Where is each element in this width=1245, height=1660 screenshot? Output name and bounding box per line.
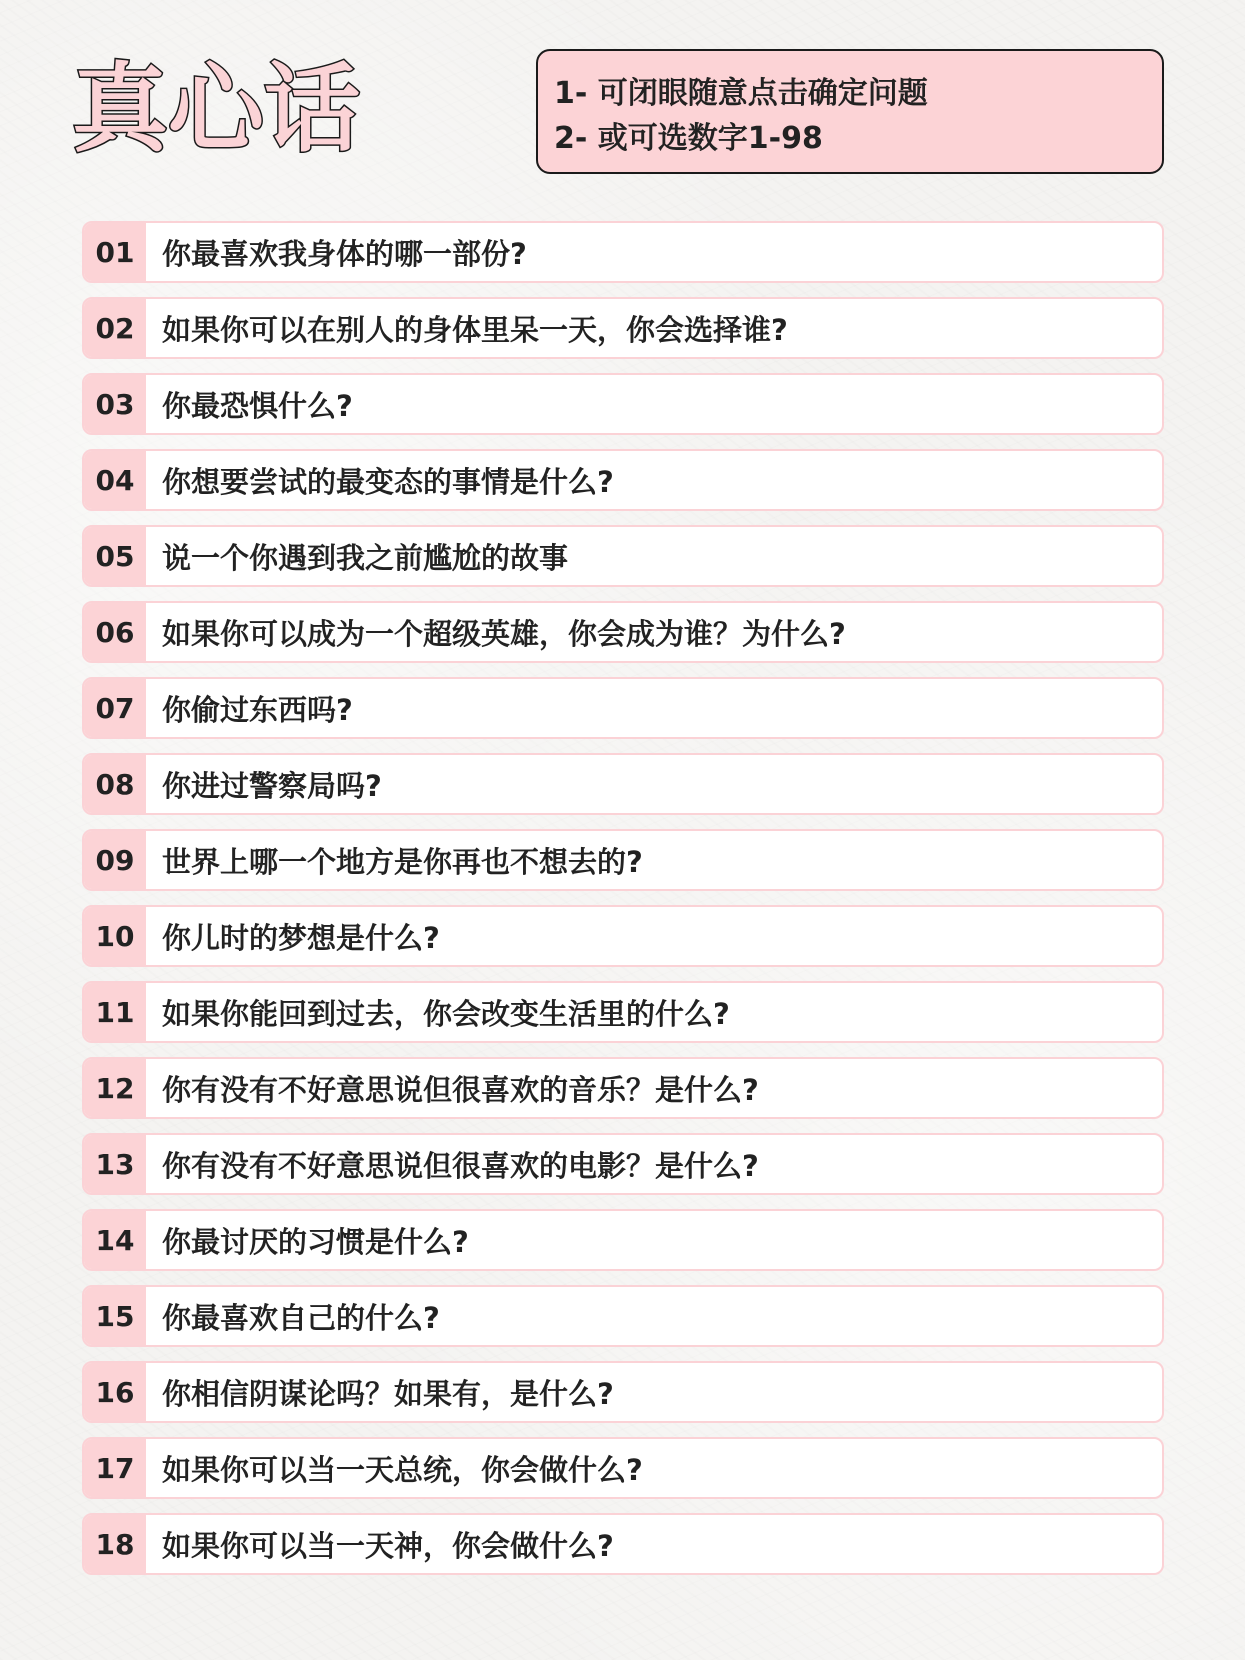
question-number: 03 xyxy=(84,375,146,433)
question-item[interactable] xyxy=(82,829,1164,891)
question-item[interactable] xyxy=(82,1361,1164,1423)
question-text: 如果你可以在别人的身体里呆一天，你会选择谁? xyxy=(162,312,788,347)
question-item[interactable] xyxy=(82,601,1164,663)
question-number: 11 xyxy=(84,983,146,1041)
question-text: 你有没有不好意思说但很喜欢的音乐？是什么? xyxy=(162,1072,759,1107)
question-item[interactable] xyxy=(82,753,1164,815)
question-number: 17 xyxy=(84,1439,146,1497)
question-number: 14 xyxy=(84,1211,146,1269)
question-text: 世界上哪一个地方是你再也不想去的? xyxy=(162,844,643,879)
question-number: 12 xyxy=(84,1059,146,1117)
question-number: 10 xyxy=(84,907,146,965)
instruction-line-1: 1- 可闭眼随意点击确定问题 xyxy=(554,76,928,111)
question-text: 你儿时的梦想是什么? xyxy=(162,920,440,955)
question-number: 04 xyxy=(84,451,146,509)
question-item[interactable] xyxy=(82,981,1164,1043)
question-number: 16 xyxy=(84,1363,146,1421)
question-item[interactable] xyxy=(82,297,1164,359)
page-title-text: 真心话 xyxy=(72,53,360,165)
instruction-line-2: 2- 或可选数字1-98 xyxy=(554,121,823,156)
question-item[interactable] xyxy=(82,1133,1164,1195)
question-text: 你相信阴谋论吗？如果有，是什么? xyxy=(162,1376,614,1411)
question-item[interactable] xyxy=(82,905,1164,967)
page-title-graphic xyxy=(72,52,372,165)
question-text: 你最讨厌的习惯是什么? xyxy=(162,1224,469,1259)
question-number: 05 xyxy=(84,527,146,585)
question-number: 08 xyxy=(84,755,146,813)
page-title xyxy=(72,52,372,165)
question-number: 06 xyxy=(84,603,146,661)
question-item[interactable] xyxy=(82,1057,1164,1119)
question-item[interactable] xyxy=(82,1285,1164,1347)
question-item[interactable] xyxy=(82,1513,1164,1575)
question-number: 13 xyxy=(84,1135,146,1193)
instructions-box xyxy=(536,49,1164,174)
question-item[interactable] xyxy=(82,1437,1164,1499)
question-text: 如果你可以当一天总统，你会做什么? xyxy=(162,1452,643,1487)
question-item[interactable] xyxy=(82,373,1164,435)
question-text: 你最恐惧什么? xyxy=(162,388,353,423)
question-text: 如果你可以成为一个超级英雄，你会成为谁？为什么? xyxy=(162,616,846,651)
question-text: 你最喜欢我身体的哪一部份? xyxy=(162,236,527,271)
question-item[interactable] xyxy=(82,1209,1164,1271)
question-text: 你偷过东西吗? xyxy=(162,692,353,727)
question-text: 你进过警察局吗? xyxy=(162,768,382,803)
question-number: 15 xyxy=(84,1287,146,1345)
question-text: 如果你能回到过去，你会改变生活里的什么? xyxy=(162,996,730,1031)
question-list xyxy=(82,221,1164,1589)
question-item[interactable] xyxy=(82,449,1164,511)
question-text: 你想要尝试的最变态的事情是什么? xyxy=(162,464,614,499)
question-number: 07 xyxy=(84,679,146,737)
question-text: 你有没有不好意思说但很喜欢的电影？是什么? xyxy=(162,1148,759,1183)
question-number: 18 xyxy=(84,1515,146,1573)
question-text: 说一个你遇到我之前尴尬的故事 xyxy=(162,540,569,575)
question-text: 如果你可以当一天神，你会做什么? xyxy=(162,1528,614,1563)
question-text: 你最喜欢自己的什么? xyxy=(162,1300,440,1335)
question-item[interactable] xyxy=(82,221,1164,283)
question-number: 02 xyxy=(84,299,146,357)
question-number: 01 xyxy=(84,223,146,281)
question-number: 09 xyxy=(84,831,146,889)
question-item[interactable] xyxy=(82,525,1164,587)
question-item[interactable] xyxy=(82,677,1164,739)
